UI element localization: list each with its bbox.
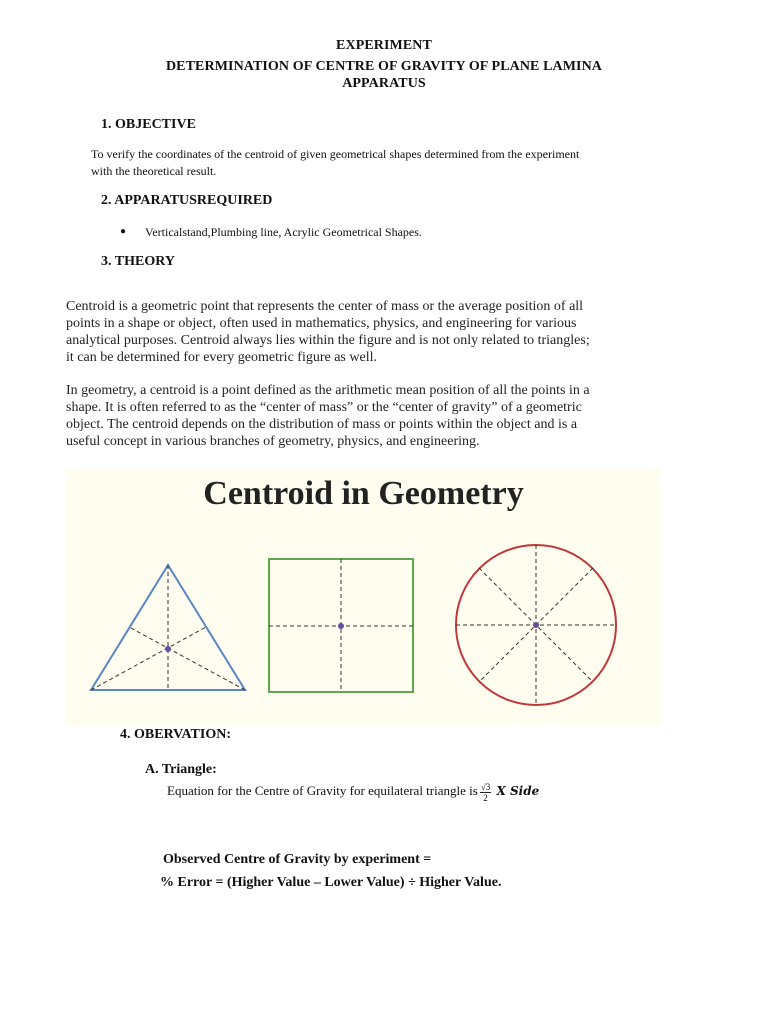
figure-title: Centroid in Geometry <box>203 475 524 512</box>
theory-p1-line1: Centroid is a geometric point that represents the center of mass or the average position of all <box>66 299 584 314</box>
percent-error-formula: % Error = (Higher Value – Lower Value) ÷ Higher Value. <box>160 875 502 890</box>
apparatus-heading: 2. APPARATUSREQUIRED <box>101 193 273 208</box>
circle-shape <box>456 545 616 705</box>
fraction-numerator: √3 <box>480 781 491 792</box>
theory-p2-line3: object. The centroid depends on the distribution of mass or points within the object and is a <box>66 417 578 432</box>
theory-p1-line4: it can be determined for every geometric figure as well. <box>66 350 377 365</box>
document-title: DETERMINATION OF CENTRE OF GRAVITY OF PLANE LAMINA <box>165 59 603 74</box>
shapes-diagram <box>66 467 661 725</box>
triangle-centroid-dot <box>165 646 171 652</box>
triangle-subheading: A. Triangle: <box>145 762 217 777</box>
theory-p2-line4: useful concept in various branches of geometry, physics, and engineering. <box>66 434 480 449</box>
triangle-shape <box>91 565 245 690</box>
observation-heading: 4. OBERVATION: <box>120 727 232 742</box>
theory-p2-line1: In geometry, a centroid is a point defined as the arithmetic mean position of all the points in a <box>66 383 590 398</box>
centroid-figure <box>66 467 661 725</box>
equation-text: Equation for the Centre of Gravity for equilateral triangle is <box>167 783 478 798</box>
theory-p1-line2: points in a shape or object, often used in mathematics, physics, and engineering for various <box>66 316 577 331</box>
fraction-denominator: 2 <box>483 792 488 803</box>
circle-centroid-dot <box>533 622 539 628</box>
theory-p2-line2: shape. It is often referred to as the “center of mass” or the “center of gravity” of a geometric <box>66 400 582 415</box>
theory-heading: 3. THEORY <box>101 254 175 269</box>
square-shape <box>269 559 413 692</box>
bullet-icon: ● <box>120 226 127 237</box>
apparatus-item: Verticalstand,Plumbing line, Acrylic Geometrical Shapes. <box>145 225 422 239</box>
sqrt3-over-2-fraction <box>480 782 491 803</box>
objective-text-line2: with the theoretical result. <box>91 164 217 178</box>
objective-text-line1: To verify the coordinates of the centroid of given geometrical shapes determined from the experiment <box>91 147 580 161</box>
document-title-line2: APPARATUS <box>342 76 426 91</box>
theory-paragraph-2 <box>66 382 666 450</box>
theory-paragraph-1 <box>66 298 666 366</box>
square-centroid-dot <box>338 623 344 629</box>
triangle-equation <box>167 779 539 803</box>
objective-heading: 1. OBJECTIVE <box>101 117 196 132</box>
observed-cg-label: Observed Centre of Gravity by experiment = <box>163 852 432 867</box>
theory-p1-line3: analytical purposes. Centroid always lies within the figure and is not only related to triangles; <box>66 333 590 348</box>
experiment-label: EXPERIMENT <box>336 38 432 53</box>
equation-side: X Side <box>496 784 540 798</box>
